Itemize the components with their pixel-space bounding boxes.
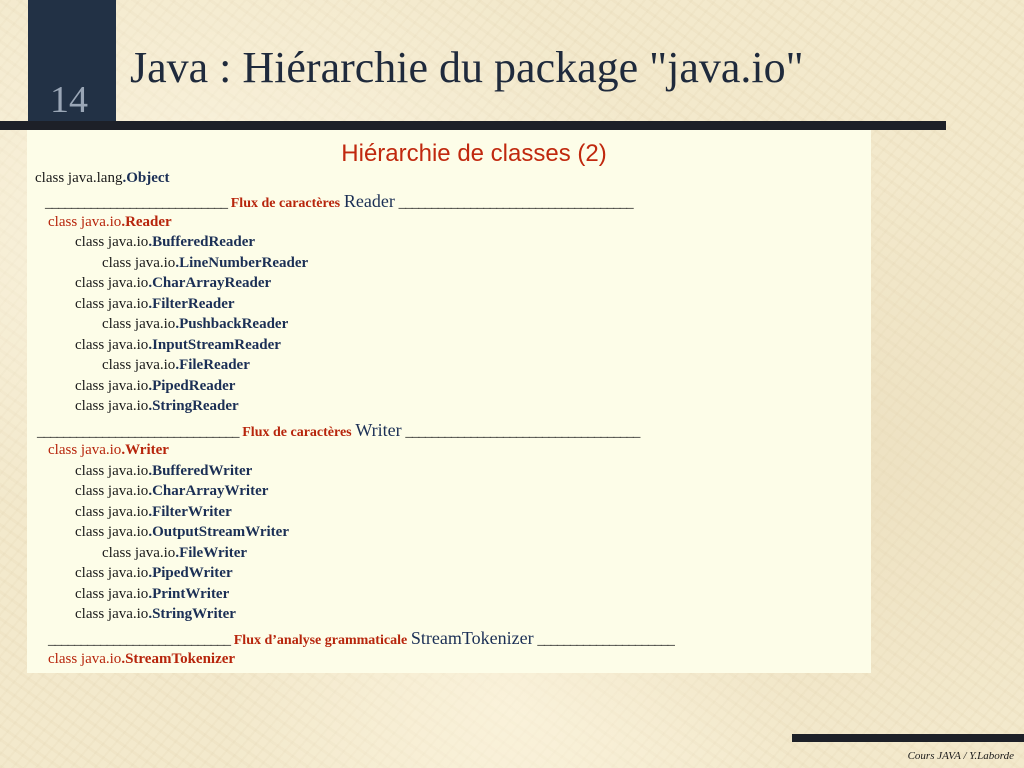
footer-credit: Cours JAVA / Y.Laborde: [907, 750, 1014, 762]
class-line-outputstreamwriter: class java.io.OutputStreamWriter: [75, 524, 289, 540]
class-line-chararrayreader: class java.io.CharArrayReader: [75, 275, 272, 291]
class-line-reader: class java.io.Reader: [48, 214, 172, 230]
class-line-filereader: class java.io.FileReader: [102, 357, 250, 373]
section-rule-right: ____________________________________: [405, 424, 640, 440]
class-line-streamtokenizer: class java.io.StreamTokenizer: [48, 651, 236, 667]
section-big-label: Writer: [355, 420, 402, 440]
section-header-reader: [45, 191, 633, 212]
class-line-pipedreader: class java.io.PipedReader: [75, 378, 236, 394]
class-line-chararraywriter: class java.io.CharArrayWriter: [75, 483, 269, 499]
section-rule-left: ____________________________: [45, 195, 227, 211]
class-line-filterwriter: class java.io.FilterWriter: [75, 504, 232, 520]
class-line-inputstreamreader: class java.io.InputStreamReader: [75, 337, 281, 353]
panel-subtitle: Hiérarchie de classes (2): [341, 140, 607, 167]
class-line-filterreader: class java.io.FilterReader: [75, 296, 235, 312]
class-name: .Object: [122, 170, 170, 186]
class-line-linenumberreader: class java.io.LineNumberReader: [102, 255, 309, 271]
class-line-writer: class java.io.Writer: [48, 442, 169, 458]
class-line-filewriter: class java.io.FileWriter: [102, 545, 248, 561]
section-header-streamtokenizer: [48, 628, 674, 649]
class-line-stringreader: class java.io.StringReader: [75, 398, 239, 414]
class-line-printwriter: class java.io.PrintWriter: [75, 586, 230, 602]
section-big-label: StreamTokenizer: [410, 628, 534, 648]
section-rule-right: ____________________________________: [398, 195, 633, 211]
section-rule-right: _____________________: [537, 632, 674, 648]
section-header-writer: [37, 420, 639, 441]
class-line-object: [35, 170, 170, 187]
section-small-label: Flux de caractères: [230, 196, 341, 211]
section-small-label: Flux d’analyse grammaticale: [233, 633, 408, 648]
section-rule-left: ____________________________: [48, 632, 230, 648]
class-line-bufferedreader: class java.io.BufferedReader: [75, 234, 256, 250]
slide-number: 14: [50, 79, 88, 121]
footer-rule: [792, 734, 1024, 742]
section-rule-left: _______________________________: [37, 424, 239, 440]
class-prefix: class java.lang: [35, 170, 123, 186]
slide-title: Java : Hiérarchie du package "java.io": [130, 43, 804, 92]
section-big-label: Reader: [343, 191, 395, 211]
class-line-pipedwriter: class java.io.PipedWriter: [75, 565, 233, 581]
content-panel: [27, 130, 871, 673]
class-line-pushbackreader: class java.io.PushbackReader: [102, 316, 289, 332]
title-underline-rule: [0, 121, 946, 130]
section-small-label: Flux de caractères: [242, 425, 352, 440]
class-line-bufferedwriter: class java.io.BufferedWriter: [75, 463, 253, 479]
class-line-stringwriter: class java.io.StringWriter: [75, 606, 236, 622]
